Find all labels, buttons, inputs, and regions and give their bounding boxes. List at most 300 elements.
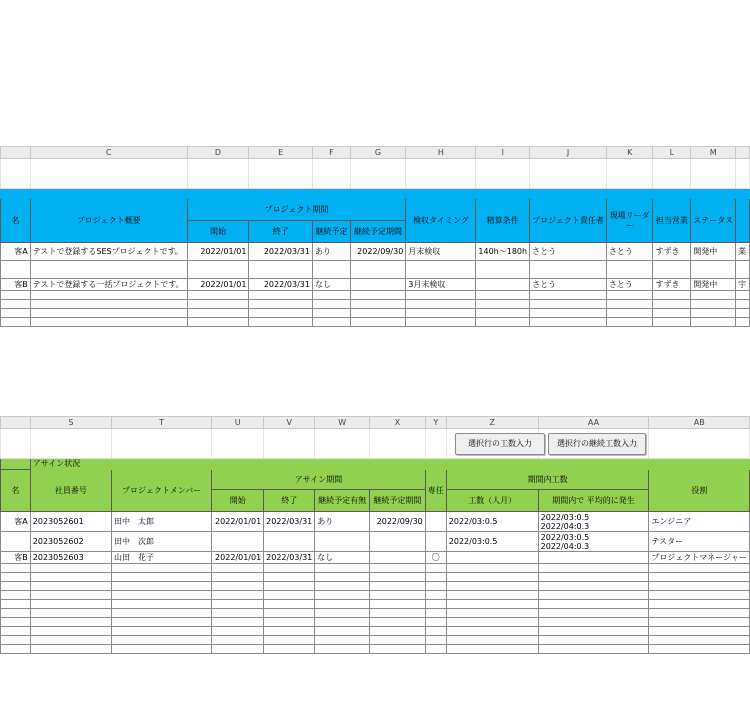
cell-customer[interactable] [1, 532, 31, 552]
cell-settlement[interactable]: 140h〜180h [476, 243, 530, 261]
cell[interactable] [476, 291, 530, 300]
cell[interactable] [112, 618, 212, 627]
cell[interactable] [653, 300, 691, 309]
cell[interactable] [30, 573, 111, 582]
cell[interactable] [425, 582, 446, 591]
cell[interactable] [606, 318, 653, 327]
cell-status[interactable]: 開発中 [691, 279, 736, 291]
header-workload-person-month[interactable]: 工数（人月） [446, 490, 538, 512]
cell[interactable] [312, 159, 350, 189]
cell-start[interactable]: 2022/01/01 [187, 243, 249, 261]
cell[interactable] [312, 261, 350, 279]
cell[interactable] [425, 573, 446, 582]
cell[interactable] [264, 645, 315, 654]
cell[interactable] [112, 591, 212, 600]
cell[interactable] [212, 600, 264, 609]
header-averaged[interactable]: 期間内で 平均的に発生 [538, 490, 649, 512]
cell-employee-no[interactable]: 2023052601 [30, 512, 111, 532]
cell[interactable] [30, 261, 187, 279]
cell[interactable] [538, 564, 649, 573]
cell[interactable] [315, 582, 370, 591]
cell[interactable] [649, 609, 750, 618]
cell[interactable] [112, 573, 212, 582]
col-header-H[interactable]: H [406, 147, 476, 159]
cell[interactable] [212, 618, 264, 627]
cell[interactable] [691, 300, 736, 309]
cell[interactable] [1, 309, 31, 318]
cell[interactable] [653, 309, 691, 318]
cell-end[interactable]: 2022/03/31 [264, 512, 315, 532]
cell[interactable] [530, 309, 607, 318]
cell[interactable] [653, 159, 691, 189]
cell-dedicated[interactable] [425, 512, 446, 532]
cell[interactable] [212, 591, 264, 600]
header-dedicated[interactable]: 専任 [425, 470, 446, 512]
assign-title[interactable]: アサイン状況 [30, 459, 749, 470]
cell[interactable] [350, 291, 406, 300]
cell[interactable] [446, 618, 538, 627]
cell[interactable] [30, 582, 111, 591]
cell[interactable] [370, 600, 426, 609]
cell[interactable] [187, 159, 249, 189]
cell[interactable] [538, 591, 649, 600]
col-header-G[interactable]: G [350, 147, 406, 159]
cell[interactable] [249, 309, 313, 318]
cell[interactable] [30, 591, 111, 600]
cell[interactable] [30, 627, 111, 636]
cell[interactable] [264, 591, 315, 600]
cell[interactable] [264, 627, 315, 636]
col-header-M[interactable]: M [691, 147, 736, 159]
cell[interactable] [312, 309, 350, 318]
cell[interactable] [538, 645, 649, 654]
header-employee-no[interactable]: 社員番号 [30, 470, 111, 512]
cell[interactable] [264, 582, 315, 591]
cell[interactable] [187, 309, 249, 318]
cell[interactable] [446, 582, 538, 591]
cell[interactable] [446, 600, 538, 609]
cell[interactable] [425, 645, 446, 654]
cell[interactable] [1, 645, 31, 654]
cell[interactable] [315, 564, 370, 573]
cell[interactable] [249, 300, 313, 309]
cell-summary[interactable]: テストで登録する一括プロジェクトです。 [30, 279, 187, 291]
cell[interactable] [212, 582, 264, 591]
cell-start[interactable]: 2022/01/01 [187, 279, 249, 291]
cell[interactable] [736, 291, 750, 300]
header-end[interactable]: 終了 [264, 490, 315, 512]
cell[interactable] [649, 573, 750, 582]
cell-role[interactable]: プロジェクトマネージャー [649, 552, 750, 564]
cell[interactable] [30, 636, 111, 645]
cell[interactable] [736, 300, 750, 309]
cell[interactable] [370, 429, 426, 459]
cell[interactable] [312, 300, 350, 309]
cell[interactable] [446, 609, 538, 618]
cell-customer[interactable]: 客A [1, 243, 31, 261]
header-summary[interactable]: プロジェクト概要 [30, 199, 187, 243]
cell[interactable] [476, 318, 530, 327]
cell[interactable] [1, 291, 31, 300]
cell[interactable] [530, 159, 607, 189]
cell-end[interactable]: 2022/03/31 [249, 279, 313, 291]
cell[interactable] [350, 300, 406, 309]
cell-inspection[interactable]: 月末検収 [406, 243, 476, 261]
cell[interactable] [212, 564, 264, 573]
cell-start[interactable] [212, 532, 264, 552]
cell[interactable] [350, 159, 406, 189]
cell[interactable] [425, 600, 446, 609]
header-manager[interactable]: プロジェクト責任者 [530, 199, 607, 243]
workload-input-button[interactable]: 選択行の工数入力 [455, 433, 545, 455]
cell[interactable] [264, 600, 315, 609]
cell-employee-no[interactable]: 2023052603 [30, 552, 111, 564]
cell[interactable] [530, 300, 607, 309]
cell[interactable] [538, 600, 649, 609]
header-start[interactable]: 開始 [212, 490, 264, 512]
cell[interactable] [649, 636, 750, 645]
col-header[interactable] [736, 147, 750, 159]
col-header-J[interactable]: J [530, 147, 607, 159]
cell[interactable] [370, 636, 426, 645]
col-header-E[interactable]: E [249, 147, 313, 159]
cell[interactable] [315, 609, 370, 618]
cell[interactable] [476, 261, 530, 279]
cell[interactable] [187, 291, 249, 300]
cell[interactable] [606, 291, 653, 300]
header-settlement[interactable]: 精算条件 [476, 199, 530, 243]
cell-customer[interactable]: 客B [1, 552, 31, 564]
cell[interactable] [606, 309, 653, 318]
cell[interactable] [112, 645, 212, 654]
cell[interactable] [649, 582, 750, 591]
cell[interactable] [1, 636, 31, 645]
cell[interactable] [315, 591, 370, 600]
cell[interactable] [425, 429, 446, 459]
header-sales[interactable]: 担当営業 [653, 199, 691, 243]
cell-settlement[interactable] [476, 279, 530, 291]
cell[interactable] [406, 300, 476, 309]
cell[interactable] [425, 636, 446, 645]
cell[interactable] [112, 627, 212, 636]
header-customer[interactable]: 名 [1, 199, 31, 243]
cell[interactable] [406, 291, 476, 300]
cell[interactable] [370, 645, 426, 654]
cell-end[interactable]: 2022/03/31 [249, 243, 313, 261]
cell[interactable] [446, 564, 538, 573]
cell[interactable] [30, 429, 111, 459]
cell[interactable] [249, 261, 313, 279]
header-inspection[interactable]: 検収タイミング [406, 199, 476, 243]
col-header-T[interactable]: T [112, 417, 212, 429]
cell[interactable] [1, 627, 31, 636]
cell[interactable] [30, 159, 187, 189]
cell[interactable] [1, 318, 31, 327]
cell[interactable] [112, 636, 212, 645]
cell-dedicated[interactable] [425, 532, 446, 552]
cell-inspection[interactable]: 3月末検収 [406, 279, 476, 291]
cell-extra[interactable]: 宇 [736, 279, 750, 291]
col-header-F[interactable]: F [312, 147, 350, 159]
cell[interactable] [112, 600, 212, 609]
header-leader[interactable]: 現場リーダー [606, 199, 653, 243]
cell[interactable] [212, 429, 264, 459]
cell[interactable] [112, 582, 212, 591]
cell[interactable] [530, 261, 607, 279]
cell-end[interactable]: 2022/03/31 [264, 552, 315, 564]
cell[interactable] [538, 582, 649, 591]
cell[interactable] [112, 564, 212, 573]
cell-member[interactable]: 田中 太郎 [112, 512, 212, 532]
cell[interactable] [406, 309, 476, 318]
col-header-K[interactable]: K [606, 147, 653, 159]
cell[interactable] [112, 429, 212, 459]
cell[interactable] [112, 609, 212, 618]
cell-extra[interactable]: 業 [736, 243, 750, 261]
cell[interactable] [315, 645, 370, 654]
cell[interactable] [691, 318, 736, 327]
cell[interactable] [446, 636, 538, 645]
cell-continue[interactable]: あり [315, 512, 370, 532]
cell[interactable] [350, 318, 406, 327]
cell-workload[interactable]: 2022/03:0.5 [446, 532, 538, 552]
cell[interactable] [370, 564, 426, 573]
col-header-D[interactable]: D [187, 147, 249, 159]
cell[interactable] [653, 318, 691, 327]
cell[interactable] [264, 636, 315, 645]
cell[interactable] [212, 609, 264, 618]
cell[interactable] [30, 309, 187, 318]
cell-continue[interactable]: なし [315, 552, 370, 564]
header-in-period-workload[interactable]: 期間内工数 [446, 470, 649, 490]
header-continue[interactable]: 継続予定有無 [315, 490, 370, 512]
cell[interactable] [736, 309, 750, 318]
header-end[interactable]: 終了 [249, 221, 313, 243]
cell-continue-period[interactable] [370, 552, 426, 564]
cell-leader[interactable]: さとう [606, 279, 653, 291]
cell[interactable] [1, 573, 31, 582]
cell[interactable] [315, 636, 370, 645]
cell-manager[interactable]: さとう [530, 243, 607, 261]
cell-continue-period[interactable]: 2022/09/30 [350, 243, 406, 261]
col-header-U[interactable]: U [212, 417, 264, 429]
cell[interactable] [446, 627, 538, 636]
cell[interactable] [249, 159, 313, 189]
cell-role[interactable]: エンジニア [649, 512, 750, 532]
cell[interactable] [30, 300, 187, 309]
cell[interactable] [476, 309, 530, 318]
cell[interactable] [264, 573, 315, 582]
cell[interactable] [315, 618, 370, 627]
cell-member[interactable]: 田中 次郎 [112, 532, 212, 552]
cell[interactable] [406, 318, 476, 327]
cell[interactable] [736, 261, 750, 279]
cell[interactable] [736, 318, 750, 327]
cell[interactable] [691, 159, 736, 189]
cell[interactable] [1, 261, 31, 279]
cell[interactable] [538, 573, 649, 582]
cell[interactable] [406, 159, 476, 189]
cell[interactable] [187, 300, 249, 309]
cell[interactable] [1, 609, 31, 618]
cell-employee-no[interactable]: 2023052602 [30, 532, 111, 552]
cell[interactable] [1, 564, 31, 573]
cell-workload[interactable]: 2022/03:0.5 [446, 512, 538, 532]
cell[interactable] [370, 573, 426, 582]
cell[interactable] [653, 261, 691, 279]
cell-role[interactable]: テスター [649, 532, 750, 552]
cell[interactable] [446, 591, 538, 600]
cell[interactable] [187, 318, 249, 327]
col-header-AA[interactable]: AA [538, 417, 649, 429]
cell[interactable] [538, 609, 649, 618]
cell[interactable] [315, 600, 370, 609]
header-role[interactable]: 役割 [649, 470, 750, 512]
col-header-Z[interactable]: Z [446, 417, 538, 429]
cell[interactable] [476, 159, 530, 189]
cell[interactable] [446, 645, 538, 654]
cell-continue-period[interactable] [350, 279, 406, 291]
cell-sales[interactable]: すずき [653, 243, 691, 261]
cell[interactable] [30, 600, 111, 609]
cell[interactable] [538, 618, 649, 627]
cell[interactable] [30, 609, 111, 618]
cell[interactable] [1, 300, 31, 309]
cell-continue-period[interactable] [370, 532, 426, 552]
col-header-L[interactable]: L [653, 147, 691, 159]
cell[interactable] [249, 291, 313, 300]
col-header-AB[interactable]: AB [649, 417, 750, 429]
cell[interactable] [1, 618, 31, 627]
cell[interactable] [370, 591, 426, 600]
cell[interactable] [350, 261, 406, 279]
cell[interactable] [538, 627, 649, 636]
cell[interactable] [315, 573, 370, 582]
cell[interactable] [212, 645, 264, 654]
cell[interactable] [187, 261, 249, 279]
header-assign-period[interactable]: アサイン期間 [212, 470, 426, 490]
cell[interactable] [530, 291, 607, 300]
cell-continue-period[interactable]: 2022/09/30 [370, 512, 426, 532]
header-customer[interactable]: 名 [1, 470, 31, 512]
cell-manager[interactable]: さとう [530, 279, 607, 291]
col-header-Y[interactable]: Y [425, 417, 446, 429]
cell[interactable] [212, 636, 264, 645]
cell-customer[interactable]: 客A [1, 512, 31, 532]
cell[interactable] [1, 429, 31, 459]
cell-workload[interactable] [446, 552, 538, 564]
header-extra[interactable] [736, 199, 750, 243]
cell[interactable] [30, 618, 111, 627]
header-continue-period[interactable]: 継続予定期間 [370, 490, 426, 512]
cell[interactable] [538, 636, 649, 645]
header-continue[interactable]: 継続予定 [312, 221, 350, 243]
header-member[interactable]: プロジェクトメンバー [112, 470, 212, 512]
cell[interactable] [1, 591, 31, 600]
cell[interactable] [649, 618, 750, 627]
cell-sales[interactable]: すずき [653, 279, 691, 291]
cell[interactable] [649, 627, 750, 636]
cell-start[interactable]: 2022/01/01 [212, 552, 264, 564]
cell[interactable] [425, 609, 446, 618]
cell[interactable] [370, 609, 426, 618]
cell-leader[interactable]: さとう [606, 243, 653, 261]
cell[interactable] [350, 309, 406, 318]
col-header-S[interactable]: S [30, 417, 111, 429]
cell[interactable] [30, 564, 111, 573]
cell[interactable] [606, 261, 653, 279]
col-header-X[interactable]: X [370, 417, 426, 429]
cell-customer[interactable]: 客B [1, 279, 31, 291]
cell[interactable] [691, 309, 736, 318]
cell-continue[interactable] [315, 532, 370, 552]
continue-workload-input-button[interactable]: 選択行の継続工数入力 [548, 433, 646, 455]
col-header-C[interactable]: C [30, 147, 187, 159]
cell[interactable] [446, 573, 538, 582]
col-header-V[interactable]: V [264, 417, 315, 429]
header-status[interactable]: ステータス [691, 199, 736, 243]
cell-member[interactable]: 山田 花子 [112, 552, 212, 564]
cell[interactable] [691, 291, 736, 300]
cell[interactable] [649, 564, 750, 573]
cell[interactable] [264, 429, 315, 459]
header-continue-period[interactable]: 継続予定期間 [350, 221, 406, 243]
cell-averaged[interactable] [538, 552, 649, 564]
cell[interactable] [264, 564, 315, 573]
cell[interactable] [212, 627, 264, 636]
cell[interactable] [606, 300, 653, 309]
cell-status[interactable]: 開発中 [691, 243, 736, 261]
cell[interactable] [476, 300, 530, 309]
cell[interactable] [649, 600, 750, 609]
cell[interactable] [1, 159, 31, 189]
col-header-W[interactable]: W [315, 417, 370, 429]
cell-summary[interactable]: テストで登録するSESプロジェクトです。 [30, 243, 187, 261]
cell[interactable] [264, 618, 315, 627]
cell-continue[interactable]: あり [312, 243, 350, 261]
cell[interactable] [691, 261, 736, 279]
cell-start[interactable]: 2022/01/01 [212, 512, 264, 532]
cell[interactable] [425, 627, 446, 636]
cell[interactable] [1, 600, 31, 609]
cell[interactable] [30, 291, 187, 300]
cell-end[interactable] [264, 532, 315, 552]
cell[interactable] [736, 159, 750, 189]
cell[interactable] [425, 564, 446, 573]
col-header[interactable] [1, 417, 31, 429]
cell[interactable] [249, 318, 313, 327]
header-start[interactable]: 開始 [187, 221, 249, 243]
cell[interactable] [212, 573, 264, 582]
cell[interactable] [312, 318, 350, 327]
cell[interactable] [1, 582, 31, 591]
col-header[interactable] [1, 147, 31, 159]
cell[interactable] [315, 429, 370, 459]
cell[interactable] [653, 291, 691, 300]
cell[interactable] [312, 291, 350, 300]
cell[interactable] [606, 159, 653, 189]
cell[interactable] [315, 627, 370, 636]
cell-averaged[interactable] [538, 532, 649, 552]
cell[interactable] [370, 627, 426, 636]
header-period[interactable]: プロジェクト期間 [187, 199, 406, 221]
cell[interactable] [649, 591, 750, 600]
cell[interactable] [264, 609, 315, 618]
cell[interactable] [649, 429, 750, 459]
cell-averaged[interactable] [538, 512, 649, 532]
cell-continue[interactable]: なし [312, 279, 350, 291]
cell[interactable] [30, 645, 111, 654]
